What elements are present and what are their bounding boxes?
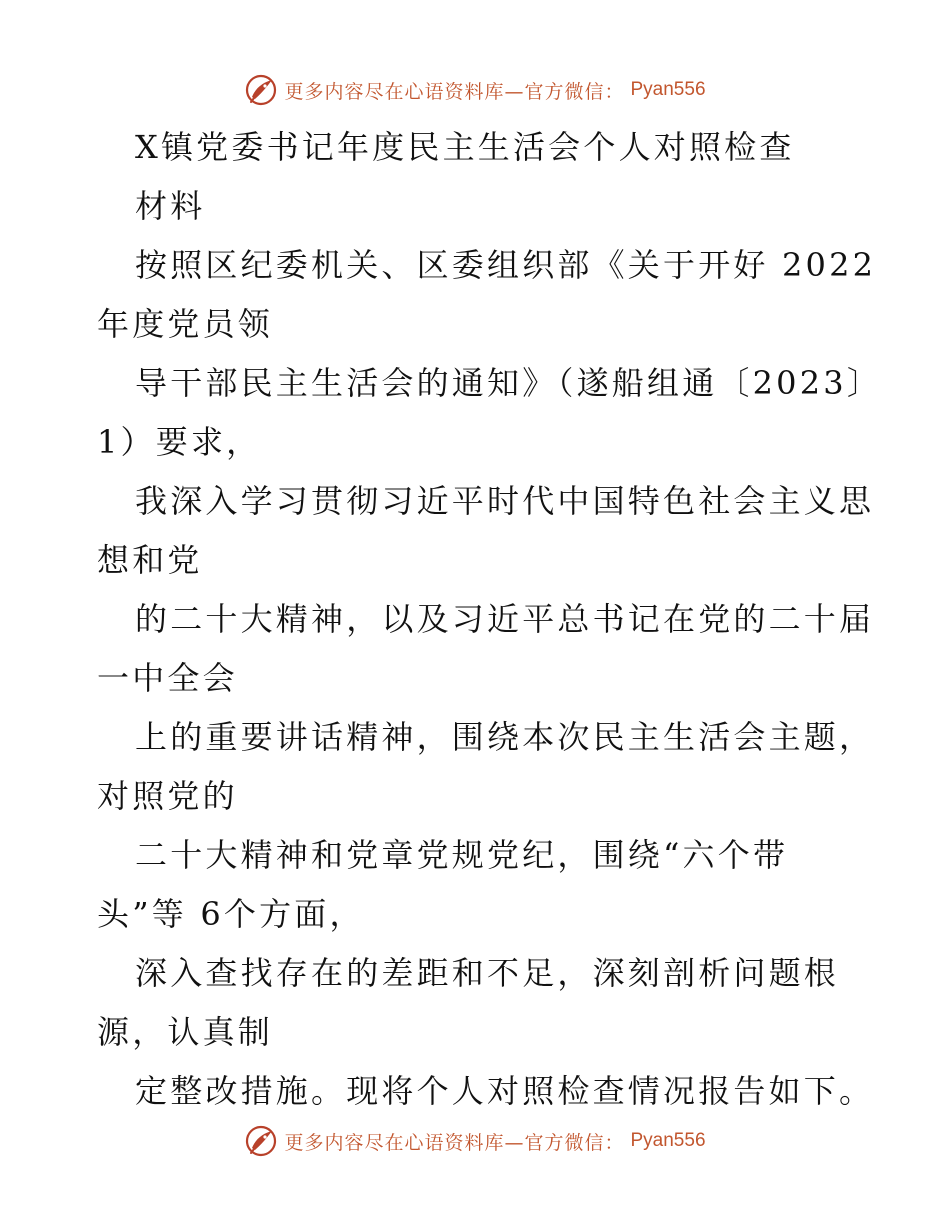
paragraph-line: 定整改措施。现将个人对照检查情况报告如下。 <box>135 1072 875 1110</box>
paragraph-line: 导干部民主生活会的通知》（遂船组通〔2023〕 <box>135 364 883 402</box>
pen-logo-icon <box>244 1124 278 1158</box>
watermark-handle: Pyan556 <box>630 1130 706 1151</box>
paragraph-line: 对照党的 <box>97 777 238 815</box>
paragraph-line: 按照区纪委机关、区委组织部《关于开好 2022 <box>135 246 877 284</box>
watermark-handle: Pyan556 <box>630 79 706 100</box>
paragraph-line: 年度党员领 <box>97 305 274 343</box>
watermark-footer <box>0 1121 950 1161</box>
paragraph-line: 深入查找存在的差距和不足，深刻剖析问题根 <box>135 954 840 992</box>
title-line: X镇党委书记年度民主生活会个人对照检查 <box>135 128 795 166</box>
paragraph-line: 的二十大精神，以及习近平总书记在党的二十届 <box>135 600 875 638</box>
paragraph-line: 想和党 <box>97 541 203 579</box>
paragraph-line: 我深入学习贯彻习近平时代中国特色社会主义思 <box>135 482 875 520</box>
paragraph-line: 上的重要讲话精神，围绕本次民主生活会主题， <box>135 718 875 756</box>
paragraph-line: 一中全会 <box>97 659 238 697</box>
paragraph-line: 二十大精神和党章党规党纪，围绕“六个带 <box>135 836 789 874</box>
paragraph-line: 头”等 6个方面， <box>97 895 365 933</box>
watermark-header <box>0 70 950 110</box>
title-line: 材料 <box>135 187 206 225</box>
pen-logo-icon <box>244 73 278 107</box>
paragraph-line: 源，认真制 <box>97 1013 274 1051</box>
watermark-text: 更多内容尽在心语资料库—官方微信： <box>284 80 625 103</box>
watermark-text: 更多内容尽在心语资料库—官方微信： <box>284 1131 625 1154</box>
paragraph-line: 1）要求， <box>97 423 262 461</box>
